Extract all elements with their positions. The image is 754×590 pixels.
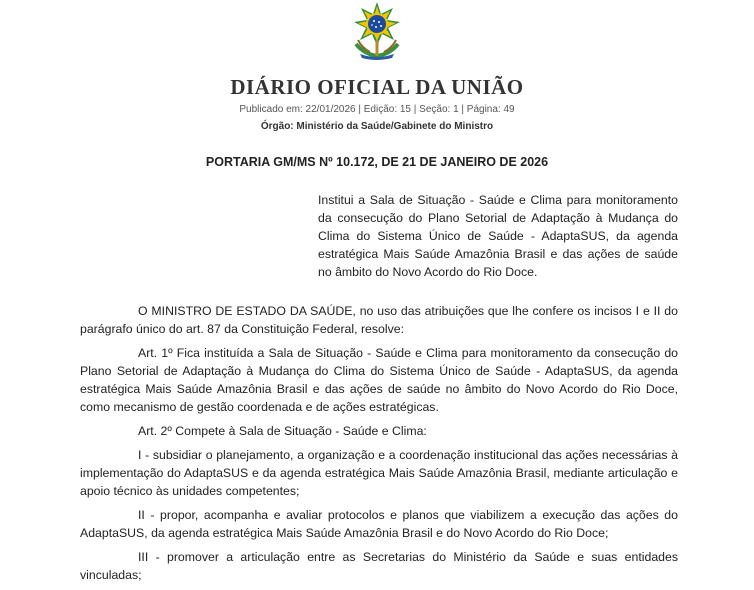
paragraph-inciso-ii: II - propor, acompanha e avaliar protocolos e planos que viabilizem a execução das ações do AdaptaSUS, da agenda estratégica Mais Saúde Amazônia Brasil e do Novo Acordo do Rio Doce; <box>80 508 678 540</box>
paragraph-inciso-iii: III - promover a articulação entre as Secretarias do Ministério da Saúde e suas entidades vinculadas; <box>80 550 678 582</box>
brasao-emblem <box>344 0 410 60</box>
paragraph-art-2: Art. 2º Compete à Sala de Situação - Saúde e Clima: <box>138 424 427 438</box>
orgao-line <box>0 121 754 132</box>
ementa-text: Institui a Sala de Situação - Saúde e Clima para monitoramento da consecução do Plano Setorial de Adaptação à Mudança do Clima do Sistema Único de Saúde - AdaptaSUS, da agenda estratégica Mais Saúde Amazônia Brasil e das ações de saúde no âmbito do Novo Acordo do Rio Doce. <box>318 193 678 279</box>
publication-info: Publicado em: 22/01/2026 | Edição: 15 | Seção: 1 | Página: 49 <box>239 104 515 115</box>
portaria-title: PORTARIA GM/MS Nº 10.172, DE 21 DE JANEIRO DE 2026 <box>205 155 549 169</box>
document-body <box>80 302 678 590</box>
paragraph-preamble: O MINISTRO DE ESTADO DA SAÚDE, no uso das atribuições que lhe confere os incisos I e II do parágrafo único do art. 87 da Constituição Federal, resolve: <box>80 304 678 336</box>
page-title: DIÁRIO OFICIAL DA UNIÃO <box>230 75 524 99</box>
paragraph-art-1: Art. 1º Fica instituída a Sala de Situação - Saúde e Clima para monitoramento da consecução do Plano Setorial de Adaptação à Mudança do Clima do Sistema Único de Saúde - AdaptaSUS, da agenda estratégica Mais Saúde Amazônia Brasil e das ações de saúde no âmbito do Novo Acordo do Rio Doce, como mecanismo de gestão coordenada e de ações estratégicas. <box>80 346 678 414</box>
paragraph-inciso-i: I - subsidiar o planejamento, a organização e a coordenação institucional das ações necessárias à implementação do AdaptaSUS e da agenda estratégica Mais Saúde Amazônia Brasil, mediante articulação e apoio técnico às unidades competentes; <box>80 448 678 498</box>
orgao-value: Ministério da Saúde/Gabinete do Ministro <box>296 121 494 132</box>
orgao-label: Órgão: <box>260 121 294 132</box>
